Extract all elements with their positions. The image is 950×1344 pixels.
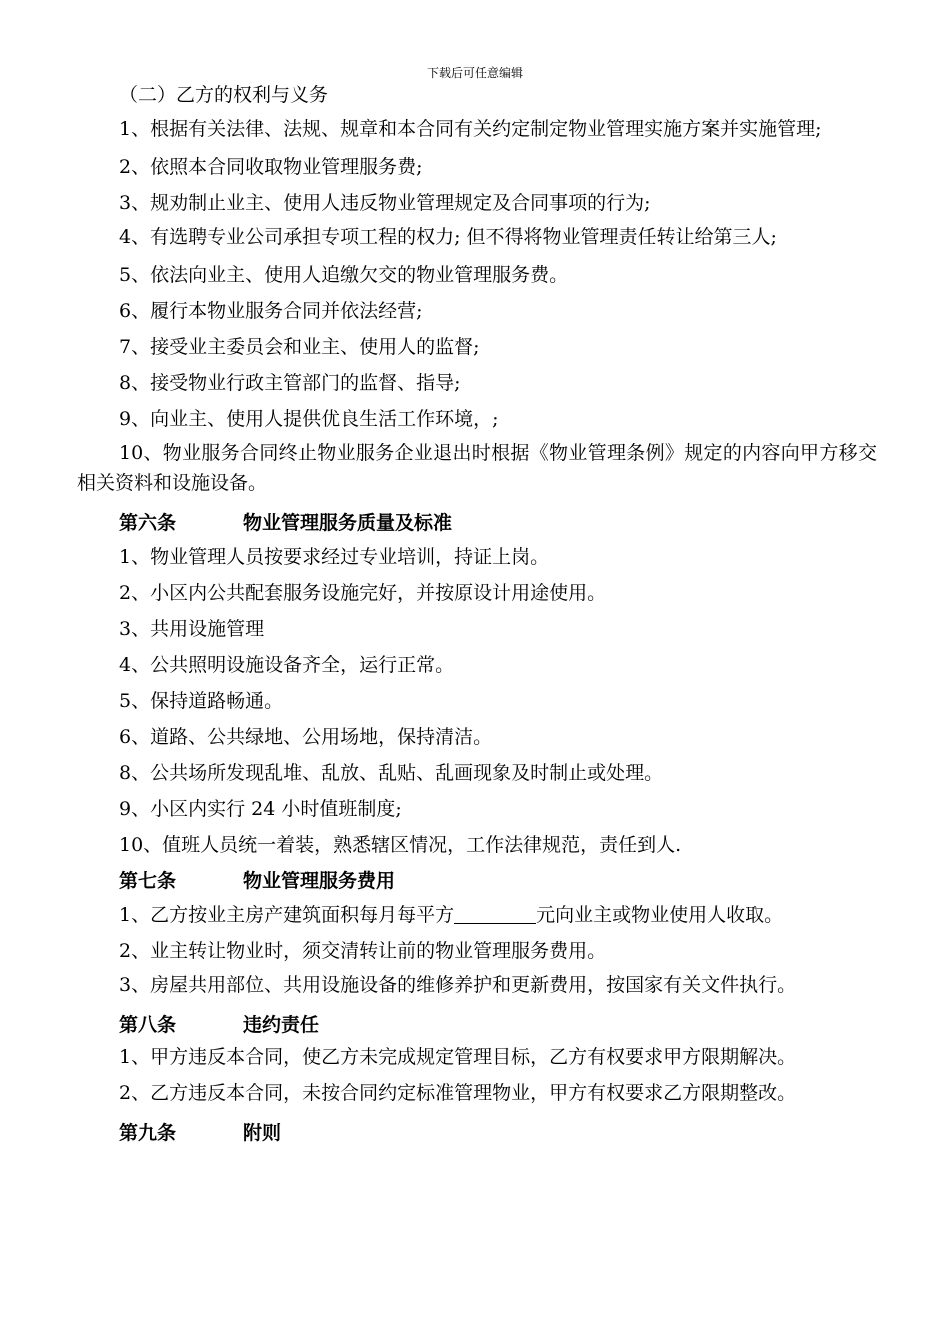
article-6-item-3: 3、共用设施管理 bbox=[119, 618, 265, 640]
article-7-title: 物业管理服务费用 bbox=[243, 870, 396, 892]
article-7-item-1-text-before: 1、乙方按业主房产建筑面积每月每平方 bbox=[119, 904, 455, 926]
article-6-item-2: 2、小区内公共配套服务设施完好，并按原设计用途使用。 bbox=[119, 582, 607, 604]
article-6-number: 第六条 bbox=[119, 512, 177, 534]
article-6-item-5: 5、保持道路畅通。 bbox=[119, 690, 284, 712]
rights-item-1: 1、根据有关法律、法规、规章和本合同有关约定制定物业管理实施方案并实施管理; bbox=[119, 118, 822, 140]
rights-item-5: 5、依法向业主、使用人追缴欠交的物业管理服务费。 bbox=[119, 264, 569, 286]
article-8-title: 违约责任 bbox=[243, 1014, 320, 1036]
rights-item-2: 2、依照本合同收取物业管理服务费; bbox=[119, 156, 423, 178]
article-7-heading bbox=[77, 864, 877, 898]
article-8-number: 第八条 bbox=[119, 1014, 177, 1036]
page-header-note: 下载后可任意编辑 bbox=[426, 66, 523, 80]
article-6-item-9: 9、小区内实行 24 小时值班制度; bbox=[119, 798, 402, 820]
rights-item-4: 4、有选聘专业公司承担专项工程的权力; 但不得将物业管理责任转让给第三人; bbox=[119, 226, 777, 248]
document-body bbox=[77, 78, 877, 1150]
article-8-item-1: 1、甲方违反本合同，使乙方未完成规定管理目标，乙方有权要求甲方限期解决。 bbox=[119, 1046, 797, 1068]
rights-item-8: 8、接受物业行政主管部门的监督、指导; bbox=[119, 372, 461, 394]
article-8-heading bbox=[77, 1008, 877, 1042]
article-6-item-10: 10、值班人员统一着装，熟悉辖区情况，工作法律规范，责任到人. bbox=[119, 834, 682, 856]
rights-item-9: 9、向业主、使用人提供优良生活工作环境，; bbox=[119, 408, 499, 430]
fee-amount-blank bbox=[454, 903, 536, 924]
article-7-item-1 bbox=[77, 898, 877, 932]
article-7-item-2: 2、业主转让物业时，须交清转让前的物业管理服务费用。 bbox=[119, 940, 607, 962]
rights-section-title: （二）乙方的权利与义务 bbox=[119, 84, 329, 106]
rights-item-10: 10、物业服务合同终止物业服务企业退出时根据《物业管理条例》规定的内容向甲方移交相关资料和设施设备。 bbox=[77, 442, 877, 494]
article-9-title: 附则 bbox=[243, 1122, 282, 1144]
rights-item-6: 6、履行本物业服务合同并依法经营; bbox=[119, 300, 423, 322]
rights-item-7: 7、接受业主委员会和业主、使用人的监督; bbox=[119, 336, 480, 358]
article-6-item-1: 1、物业管理人员按要求经过专业培训，持证上岗。 bbox=[119, 546, 550, 568]
article-7-item-3: 3、房屋共用部位、共用设施设备的维修养护和更新费用，按国家有关文件执行。 bbox=[119, 974, 797, 996]
article-7-number: 第七条 bbox=[119, 870, 177, 892]
article-9-number: 第九条 bbox=[119, 1122, 177, 1144]
article-9-heading bbox=[77, 1116, 877, 1150]
rights-item-3: 3、规劝制止业主、使用人违反物业管理规定及合同事项的行为; bbox=[119, 192, 651, 214]
article-7-item-1-text-after: 元向业主或物业使用人收取。 bbox=[536, 904, 784, 926]
article-6-item-4: 4、公共照明设施设备齐全，运行正常。 bbox=[119, 654, 455, 676]
article-8-item-2: 2、乙方违反本合同，未按合同约定标准管理物业，甲方有权要求乙方限期整改。 bbox=[119, 1082, 797, 1104]
article-6-heading bbox=[77, 506, 877, 540]
article-6-item-6: 6、道路、公共绿地、公用场地，保持清洁。 bbox=[119, 726, 493, 748]
article-6-title: 物业管理服务质量及标准 bbox=[243, 512, 453, 534]
article-6-item-8: 8、公共场所发现乱堆、乱放、乱贴、乱画现象及时制止或处理。 bbox=[119, 762, 664, 784]
